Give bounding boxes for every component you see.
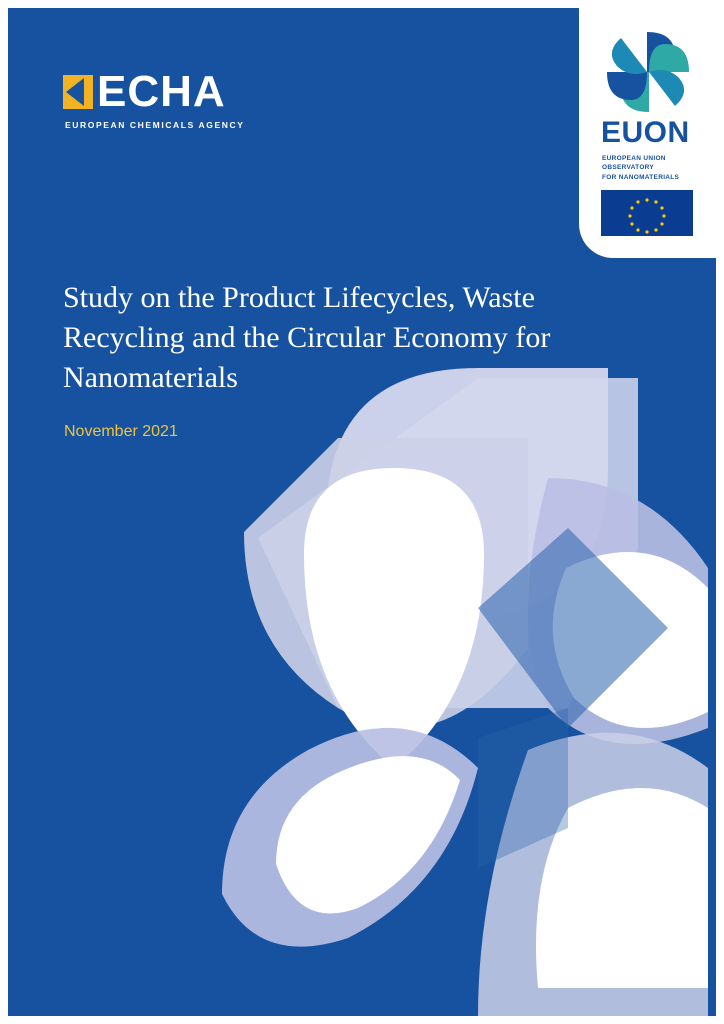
euon-pinwheel-icon: [603, 30, 693, 114]
euon-tagline-line-3: FOR NANOMATERIALS: [602, 173, 680, 181]
echa-logo: [63, 67, 313, 132]
echa-subtitle: EUROPEAN CHEMICALS AGENCY: [65, 120, 245, 130]
euon-tagline-line-2: OBSERVATORY: [602, 164, 655, 172]
euon-wordmark: EUON: [601, 116, 690, 149]
page-title: Study on the Product Lifecycles, Waste Recycling and the Circular Economy for Nanomaterials: [63, 281, 551, 394]
euon-logo-panel: [579, 8, 716, 258]
euon-tagline-line-1: EUROPEAN UNION: [602, 155, 666, 162]
echa-arrow-icon: [63, 75, 93, 109]
cover-background: [8, 8, 716, 1016]
echa-logo-row: [63, 67, 313, 116]
echa-wordmark: ECHA: [97, 67, 226, 116]
eu-flag-icon: [601, 190, 693, 236]
publication-date: November 2021: [64, 423, 178, 440]
euon-tagline: [602, 154, 679, 182]
